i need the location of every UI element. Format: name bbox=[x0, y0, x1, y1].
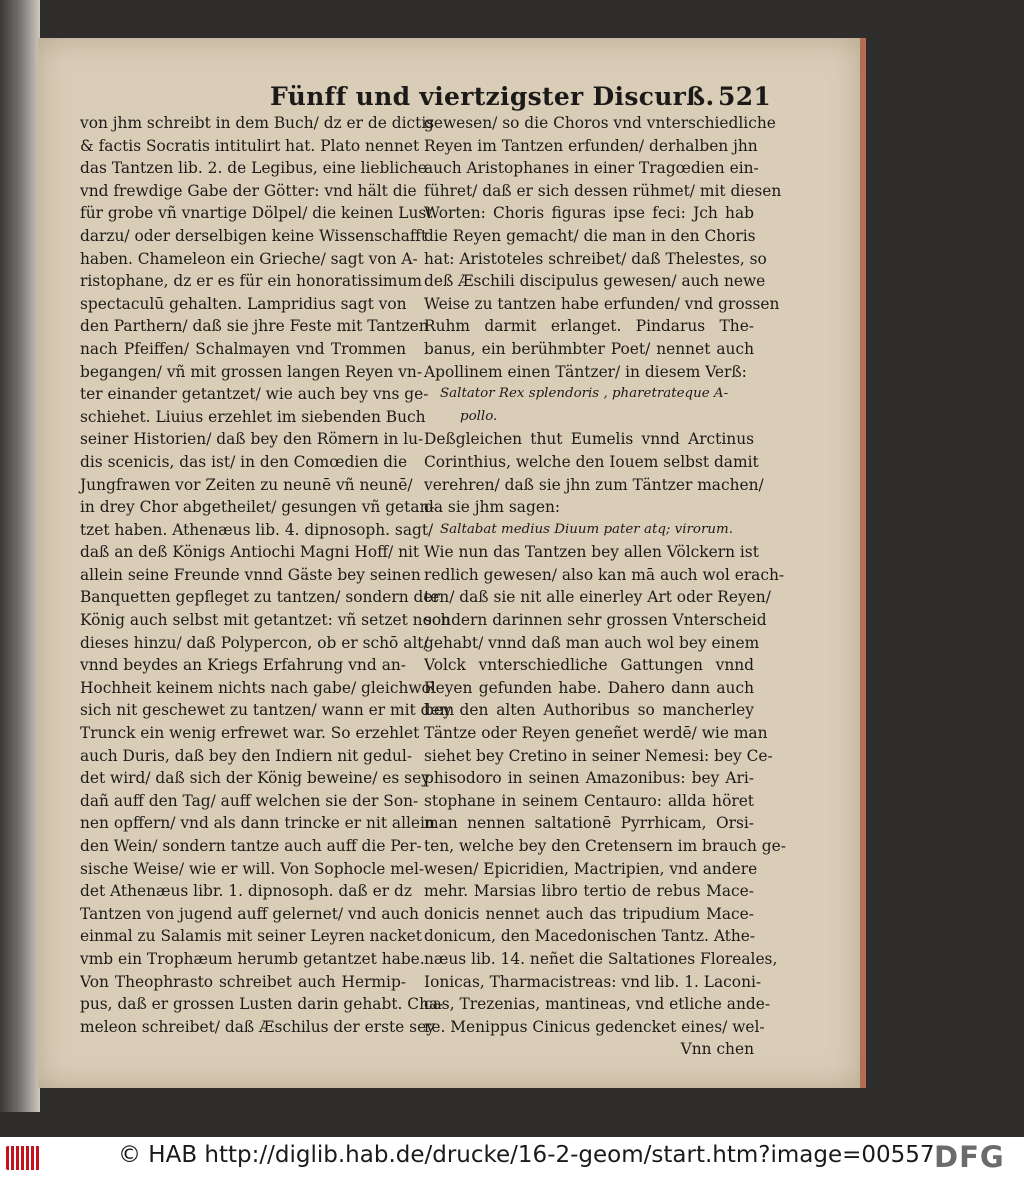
text-line: det wird/ daß sich der König beweine/ es sey bbox=[80, 769, 430, 788]
text-line: Worten: Choris figuras ipse feci: Jch hab bbox=[424, 204, 754, 223]
text-line: darzu/ oder derselbigen keine Wissenschafft bbox=[80, 226, 428, 245]
text-line: redlich gewesen/ also kan mā auch wol erach- bbox=[424, 565, 785, 584]
left-column bbox=[80, 112, 455, 1038]
text-line: den Wein/ sondern tantze auch auff die Per- bbox=[80, 837, 422, 855]
text-line: Trunck ein wenig erfrewet war. So erzehlet bbox=[80, 724, 420, 743]
text-line: Saltabat medius Diuum pater atq; virorum. bbox=[440, 521, 733, 537]
text-line: dieses hinzu/ daß Polypercon, ob er schō alt/ bbox=[80, 633, 429, 652]
text-line: Wie nun das Tantzen bey allen Völckern ist bbox=[424, 543, 759, 562]
text-line: Von Theophrasto schreibet auch Hermip- bbox=[80, 972, 406, 991]
text-line: für grobe vñ vnartige Dölpel/ die keinen Lust bbox=[80, 204, 433, 223]
source-link[interactable]: © HAB http://diglib.hab.de/drucke/16-2-geom/start.htm?image=00557 bbox=[118, 1142, 935, 1168]
text-line: meleon schreibet/ daß Æschilus der erste sey bbox=[80, 1017, 435, 1036]
text-line: auch Duris, daß bey den Indiern nit gedul- bbox=[80, 746, 413, 765]
text-line: pus, daß er grossen Lusten darin gehabt. Cha- bbox=[80, 995, 444, 1014]
text-line: re. Menippus Cinicus gedencket eines/ wel- bbox=[424, 1017, 765, 1036]
text-line: den Parthern/ daß sie jhre Feste mit Tantzen bbox=[80, 317, 429, 336]
text-line: cas, Trezenias, mantineas, vnd etliche ande- bbox=[424, 995, 771, 1014]
text-line: sondern darinnen sehr grossen Vnterscheid bbox=[424, 611, 767, 630]
book-spine bbox=[0, 0, 40, 1112]
text-line: Reyen im Tantzen erfunden/ derhalben jhn bbox=[424, 136, 758, 155]
hab-logo-icon bbox=[6, 1146, 40, 1170]
running-head-title: Fünff und viertzigster Discurß. bbox=[270, 82, 715, 111]
text-line: seiner Historien/ daß bey den Römern in lu- bbox=[80, 430, 424, 449]
text-line: Reyen gefunden habe. Dahero dann auch bbox=[424, 678, 754, 697]
text-line: & factis Socratis intitulirt hat. Plato nennet bbox=[80, 136, 420, 155]
text-line: Tantzen von jugend auff gelernet/ vnd auch bbox=[80, 904, 419, 923]
text-line: nach Pfeiffen/ Schalmayen vnd Trommen bbox=[80, 339, 406, 358]
text-line: ter einander getantzet/ wie auch bey vns ge- bbox=[80, 385, 429, 404]
text-line: bey den alten Authoribus so mancherley bbox=[424, 701, 754, 720]
text-line: pollo. bbox=[460, 408, 498, 424]
text-line: allein seine Freunde vnnd Gäste bey seinen bbox=[80, 565, 421, 584]
text-line: gehabt/ vnnd daß man auch wol bey einem bbox=[424, 633, 760, 652]
text-line: hat: Aristoteles schreibet/ daß Thelestes, so bbox=[424, 249, 767, 268]
text-line: mehr. Marsias libro tertio de rebus Mace- bbox=[424, 882, 754, 901]
text-line: in drey Chor abgetheilet/ gesungen vñ getan- bbox=[80, 498, 435, 517]
text-line: Apollinem einen Täntzer/ in diesem Verß: bbox=[424, 362, 747, 381]
text-line: phisodoro in seinen Amazonibus: bey Ari- bbox=[424, 769, 754, 788]
text-line: det Athenæus libr. 1. dipnosoph. daß er dz bbox=[80, 882, 412, 901]
text-line: Ionicas, Tharmacistreas: vnd lib. 1. Laconi- bbox=[424, 972, 762, 991]
text-line: Vnn chen bbox=[680, 1040, 754, 1059]
text-line: wesen/ Epicridien, Mactripien, vnd andere bbox=[424, 859, 758, 878]
text-line: daß an deß Königs Antiochi Magni Hoff/ nit bbox=[80, 543, 420, 562]
text-line: die Reyen gemacht/ die man in den Choris bbox=[424, 226, 756, 245]
text-line: Corinthius, welche den Iouem selbst damit bbox=[424, 452, 759, 471]
text-line: Täntze oder Reyen geneñet werdē/ wie man bbox=[424, 724, 768, 743]
footer-bar bbox=[0, 1137, 1024, 1177]
text-line: dañ auff den Tag/ auff welchen sie der Son- bbox=[80, 791, 419, 810]
text-line: sische Weise/ wie er will. Von Sophocle mel- bbox=[80, 859, 425, 878]
text-line: Hochheit keinem nichts nach gabe/ gleichwol bbox=[80, 678, 436, 697]
text-line: ristophane, dz er es für ein honoratissimum bbox=[80, 272, 422, 291]
text-line: Volck vnterschiedliche Gattungen vnnd bbox=[424, 656, 754, 675]
text-line: auch Aristophanes in einer Tragœdien ein- bbox=[424, 159, 759, 178]
text-line: Jungfrawen vor Zeiten zu neunē vñ neunē/ bbox=[80, 475, 413, 494]
text-line: von jhm schreibt in dem Buch/ dz er de dictis bbox=[80, 114, 435, 132]
text-line: König auch selbst mit getantzet: vñ setzet noch bbox=[80, 611, 451, 630]
text-line: verehren/ daß sie jhn zum Täntzer machen/ bbox=[424, 475, 764, 494]
text-line: man nennen saltationē Pyrrhicam, Orsi- bbox=[424, 814, 754, 833]
page-edge bbox=[860, 38, 866, 1088]
text-line: stophane in seinem Centauro: allda höret bbox=[424, 791, 754, 810]
text-line: gewesen/ so die Choros vnd vnterschiedliche bbox=[424, 114, 776, 132]
text-line: Weise zu tantzen habe erfunden/ vnd grossen bbox=[424, 294, 780, 313]
text-line: ten, welche bey den Cretensern im brauch ge- bbox=[424, 837, 786, 855]
text-line: sich nit geschewet zu tantzen/ wann er mit dem bbox=[80, 701, 455, 720]
text-line: vnnd beydes an Kriegs Erfahrung vnd an- bbox=[80, 656, 406, 675]
text-line: donicis nennet auch das tripudium Mace- bbox=[424, 904, 754, 923]
text-line: banus, ein berühmbter Poet/ nennet auch bbox=[424, 339, 754, 358]
text-line: nen opffern/ vnd als dann trincke er nit allein bbox=[80, 814, 435, 833]
text-line: tzet haben. Athenæus lib. 4. dipnosoph. sagt/ bbox=[80, 520, 434, 539]
text-line: Ruhm darmit erlanget. Pindarus The- bbox=[424, 317, 754, 336]
text-line: vmb ein Trophæum herumb getantzet habe. bbox=[80, 949, 425, 968]
text-line: spectaculū gehalten. Lampridius sagt von bbox=[80, 294, 407, 313]
right-column bbox=[424, 112, 786, 1061]
page-number: 521 bbox=[718, 82, 772, 111]
text-line: dis scenicis, das ist/ in den Comœdien die bbox=[80, 452, 408, 471]
text-line: Saltator Rex splendoris , pharetrateque A- bbox=[440, 386, 729, 402]
text-line: haben. Chameleon ein Grieche/ sagt von A- bbox=[80, 249, 418, 268]
text-line: siehet bey Cretino in seiner Nemesi: bey Ce- bbox=[424, 746, 773, 765]
text-line: da sie jhm sagen: bbox=[424, 498, 561, 517]
text-line: ten/ daß sie nit alle einerley Art oder Reyen/ bbox=[424, 588, 771, 607]
text-line: næus lib. 14. neñet die Saltationes Floreales, bbox=[424, 949, 778, 968]
text-line: Banquetten gepfleget zu tantzen/ sondern der bbox=[80, 588, 440, 607]
text-line: einmal zu Salamis mit seiner Leyren nacket bbox=[80, 927, 422, 946]
text-line: begangen/ vñ mit grossen langen Reyen vn- bbox=[80, 362, 423, 381]
text-line: schiehet. Liuius erzehlet im siebenden Buch bbox=[80, 407, 426, 426]
dfg-logo: DFG bbox=[934, 1140, 1005, 1174]
text-line: führet/ daß er sich dessen rühmet/ mit diesen bbox=[424, 181, 782, 200]
text-line: vnd frewdige Gabe der Götter: vnd hält die bbox=[80, 181, 417, 200]
text-line: deß Æschili discipulus gewesen/ auch newe bbox=[424, 272, 766, 291]
text-line: Deßgleichen thut Eumelis vnnd Arctinus bbox=[424, 430, 754, 449]
text-line: donicum, den Macedonischen Tantz. Athe- bbox=[424, 927, 756, 946]
text-line: das Tantzen lib. 2. de Legibus, eine liebliche bbox=[80, 159, 427, 178]
